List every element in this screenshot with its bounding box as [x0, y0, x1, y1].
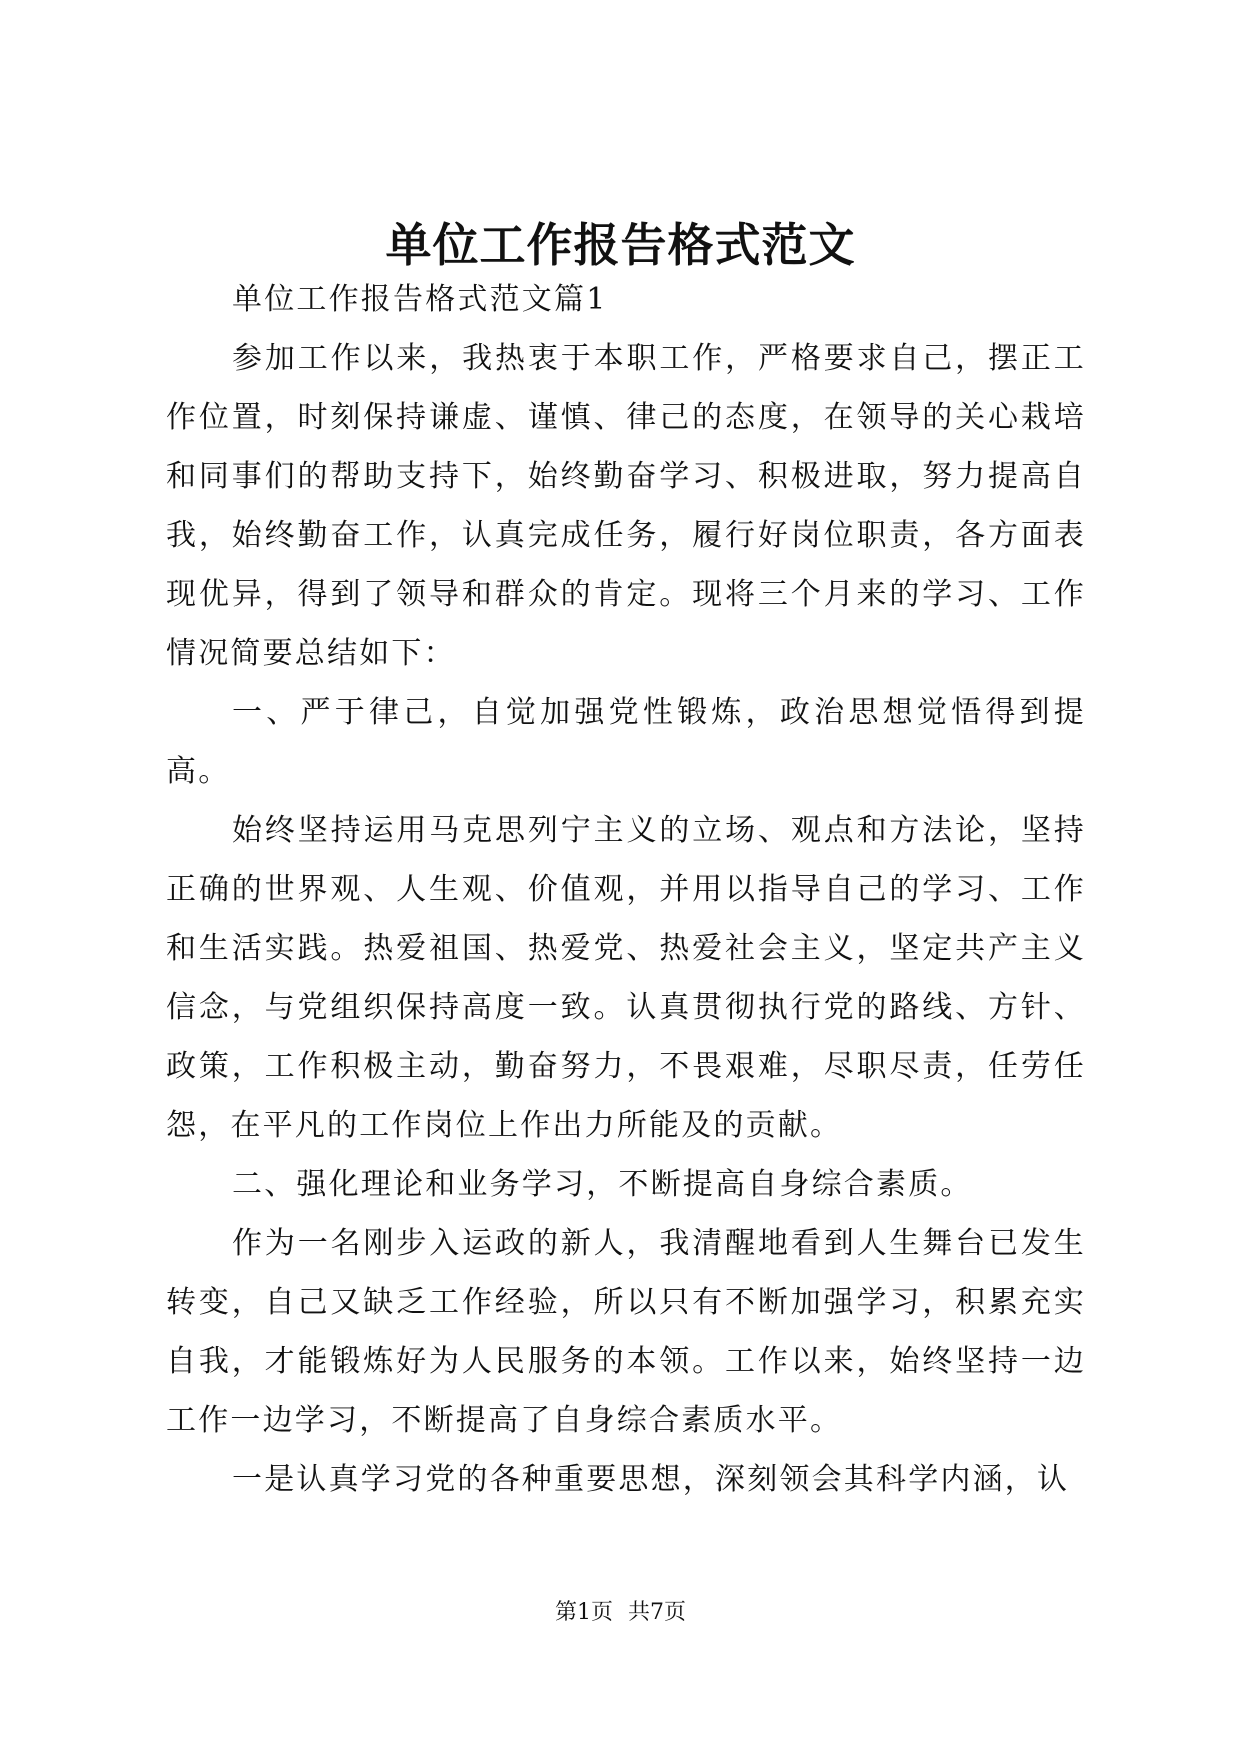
body-paragraph: 一是认真学习党的各种重要思想，深刻领会其科学内涵，认 [232, 1462, 1070, 1497]
body-paragraph: 参加工作以来，我热衷于本职工作，严格要求自己，摆正工作位置，时刻保持谦虚、谨慎、律己的态度，在领导的关心栽培和同事们的帮助支持下，始终勤奋学习、积极进取，努力提高自我，始终勤奋工作，认真完成任务，履行好岗位职责，各方面表现优异，得到了领导和群众的肯定。现将三个月来的学习、工作情况简要总结如下： [166, 341, 1086, 671]
section-heading: 二、强化理论和业务学习，不断提高自身综合素质。 [232, 1167, 973, 1202]
page-number: 第1页 [555, 1600, 613, 1625]
section-heading: 单位工作报告格式范文篇1 [232, 282, 608, 317]
page-total: 共7页 [628, 1600, 686, 1625]
page-footer [0, 1598, 1241, 1628]
body-paragraph: 作为一名刚步入运政的新人，我清醒地看到人生舞台已发生转变，自己又缺乏工作经验，所以只有不断加强学习，积累充实自我，才能锻炼好为人民服务的本领。工作以来，始终坚持一边工作一边学习，不断提高了自身综合素质水平。 [166, 1226, 1086, 1438]
document-title: 单位工作报告格式范文 [385, 218, 856, 272]
body-paragraph: 始终坚持运用马克思列宁主义的立场、观点和方法论，坚持正确的世界观、人生观、价值观，并用以指导自己的学习、工作和生活实践。热爱祖国、热爱党、热爱社会主义，坚定共产主义信念，与党组织保持高度一致。认真贯彻执行党的路线、方针、政策，工作积极主动，勤奋努力，不畏艰难，尽职尽责，任劳任怨，在平凡的工作岗位上作出力所能及的贡献。 [166, 813, 1086, 1143]
document-body [166, 270, 1086, 1509]
section-heading: 一、严于律己，自觉加强党性锻炼，政治思想觉悟得到提高。 [166, 695, 1086, 789]
